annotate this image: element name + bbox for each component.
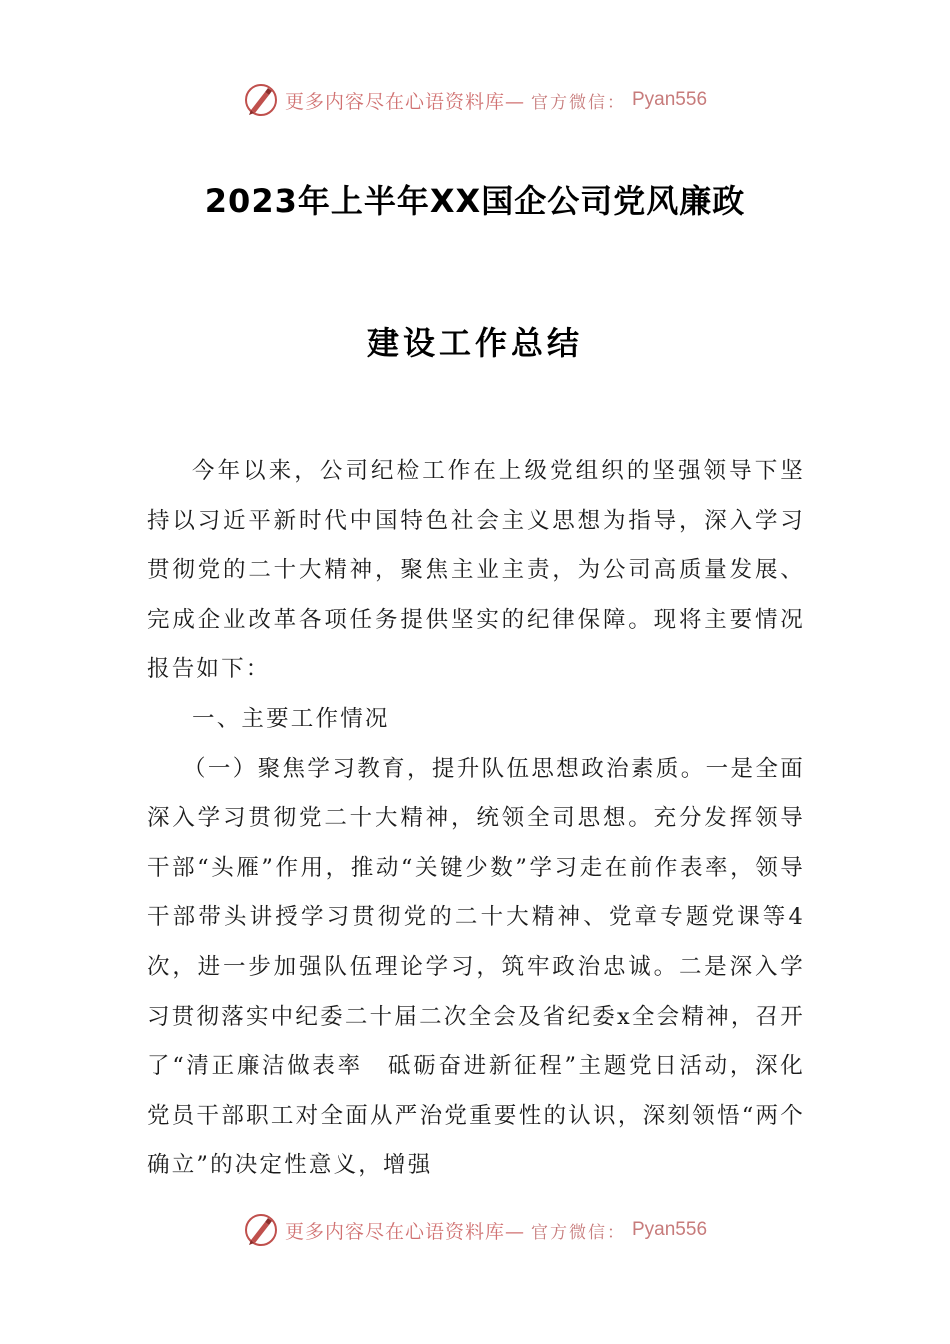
section-heading: 一、主要工作情况 — [192, 705, 390, 732]
footer-banner — [0, 1210, 950, 1250]
banner-wechat-id: Pyan556 — [632, 1219, 708, 1240]
banner-wechat-label: 官方微信： — [531, 92, 626, 113]
banner-text: 更多内容尽在心语资料库— — [284, 90, 525, 113]
header-banner — [0, 80, 950, 120]
paragraph-section-1: （一）聚焦学习教育，提升队伍思想政治素质。一是全面深入学习贯彻党二十大精神，统领全司思想。充分发挥领导干部“头雁”作用，推动“关键少数”学习走在前作表率，领导干部带头讲授学习贯彻党的二十大精神、党章专题党课等4次，进一步加强队伍理论学习，筑牢政治忠诚。二是深入学习贯彻落实中纪委二十届二次全会及省纪委x全会精神，召开了“清正廉洁做表率 砥砺奋进新征程”主题党日活动，深化党员干部职工对全面从严治党重要性的认识，深刻领悟“两个确立”的决定性意义，增强 — [147, 755, 805, 1179]
pen-logo-icon — [243, 1212, 279, 1248]
document-title-line2: 建设工作总结 — [366, 324, 583, 362]
pen-logo-icon — [243, 82, 279, 118]
document-body — [147, 447, 805, 1191]
banner-wechat-id: Pyan556 — [632, 89, 708, 110]
paragraph-intro: 今年以来，公司纪检工作在上级党组织的坚强领导下坚持以习近平新时代中国特色社会主义思想为指导，深入学习贯彻党的二十大精神，聚焦主业主责，为公司高质量发展、完成企业改革各项任务提供坚实的纪律保障。现将主要情况报告如下： — [147, 458, 805, 683]
banner-wechat-label: 官方微信： — [531, 1222, 626, 1243]
banner-text: 更多内容尽在心语资料库— — [284, 1220, 525, 1243]
document-title-line1: 2023年上半年XX国企公司党风廉政 — [204, 182, 746, 220]
